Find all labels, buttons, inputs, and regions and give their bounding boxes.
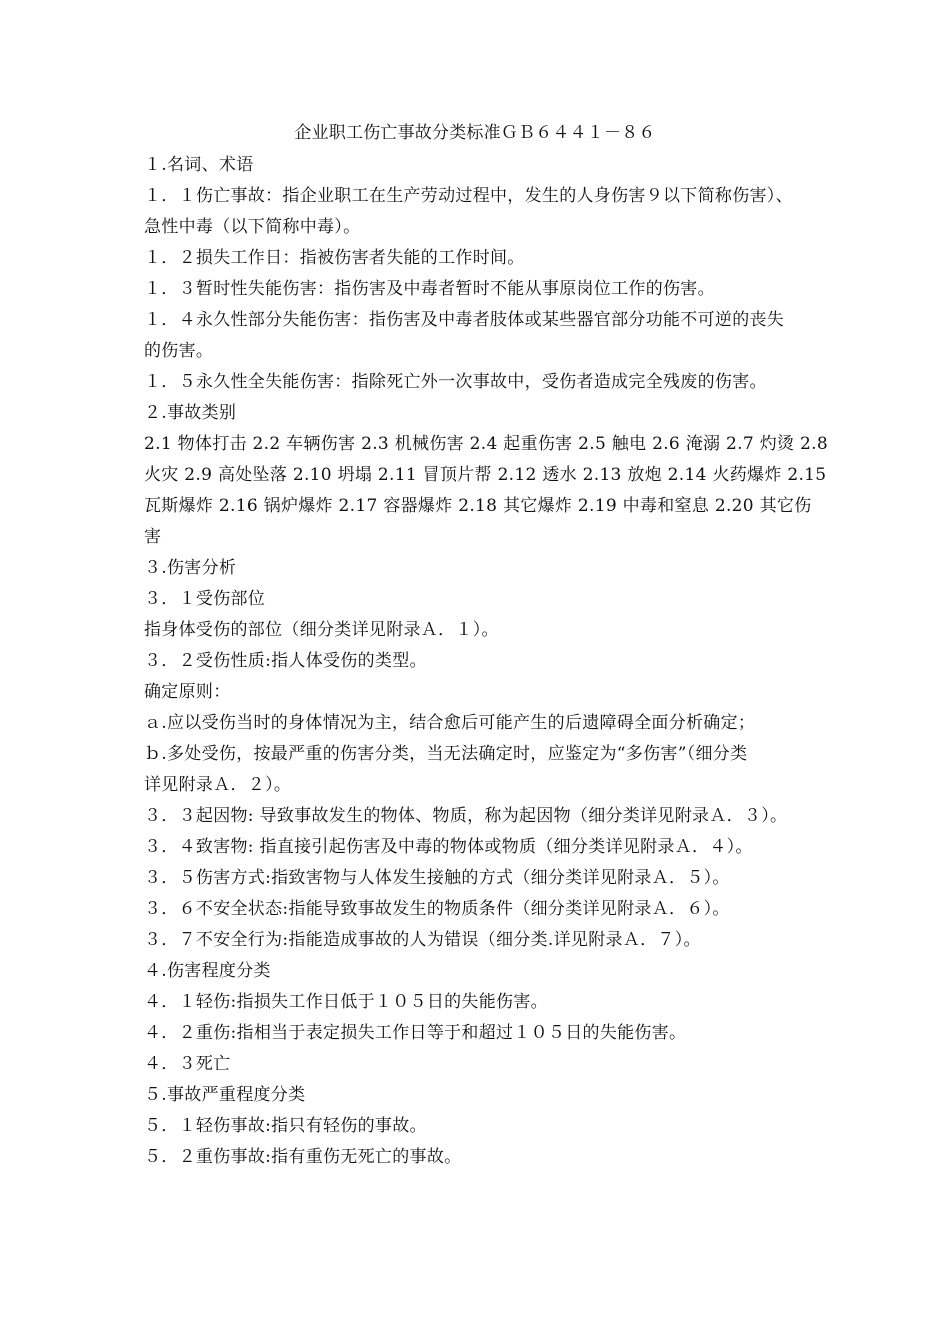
text-line: ３．７不安全行为:指能造成事故的人为错误（细分类.详见附录Ａ．７）。 — [144, 930, 701, 950]
document-body — [144, 150, 854, 1173]
text-line: ４.伤害程度分类 — [144, 961, 271, 981]
text-line: ３．６不安全状态:指能导致事故发生的物质条件（细分类详见附录Ａ．６）。 — [144, 899, 730, 919]
text-line: １．２损失工作日：指被伤害者失能的工作时间。 — [144, 248, 525, 268]
text-line: 急性中毒（以下简称中毒）。 — [144, 217, 361, 237]
text-line: ５.事故严重程度分类 — [144, 1085, 306, 1105]
text-line: 指身体受伤的部位（细分类详见附录Ａ．１）。 — [144, 620, 499, 640]
text-line: 详见附录Ａ．２）。 — [144, 775, 292, 795]
document-title: 企业职工伤亡事故分类标准ＧＢ６４４１－８６ — [294, 123, 656, 143]
text-line: ４．２重伤:指相当于表定损失工作日等于和超过１０５日的失能伤害。 — [144, 1023, 687, 1043]
text-line: １．５永久性全失能伤害：指除死亡外一次事故中，受伤者造成完全残废的伤害。 — [144, 372, 767, 392]
text-line: 害 — [144, 527, 162, 547]
text-line: １．３暂时性失能伤害：指伤害及中毒者暂时不能从事原岗位工作的伤害。 — [144, 279, 715, 299]
text-line: ３．５伤害方式:指致害物与人体发生接触的方式（细分类详见附录Ａ．５）。 — [144, 868, 730, 888]
text-line: ３．３起因物: 导致事故发生的物体、物质，称为起因物（细分类详见附录Ａ．３）。 — [144, 806, 788, 826]
text-line: ３．１受伤部位 — [144, 589, 266, 609]
text-line: 火灾 2.9 高处坠落 2.10 坍塌 2.11 冒顶片帮 2.12 透水 2.13 放炮 2.14 火药爆炸 2.15 — [144, 465, 827, 485]
text-line: ５．１轻伤事故:指只有轻伤的事故。 — [144, 1116, 427, 1136]
text-line: ３．２受伤性质:指人体受伤的类型。 — [144, 651, 427, 671]
text-line: 2.1 物体打击 2.2 车辆伤害 2.3 机械伤害 2.4 起重伤害 2.5 触电 2.6 淹溺 2.7 灼烫 2.8 — [144, 434, 828, 454]
text-line: ａ.应以受伤当时的身体情况为主，结合愈后可能产生的后遗障碍全面分析确定； — [144, 713, 756, 733]
text-line: 的伤害。 — [144, 341, 214, 361]
text-line: ３.伤害分析 — [144, 558, 237, 578]
text-line: ５．２重伤事故:指有重伤无死亡的事故。 — [144, 1147, 462, 1167]
text-line: ４．３死亡 — [144, 1054, 231, 1074]
text-line: ４．１轻伤:指损失工作日低于１０５日的失能伤害。 — [144, 992, 548, 1012]
text-line: 确定原则： — [144, 682, 231, 702]
text-line: ３．４致害物: 指直接引起伤害及中毒的物体或物质（细分类详见附录Ａ．４）。 — [144, 837, 753, 857]
text-line: ｂ.多处受伤，按最严重的伤害分类，当无法确定时，应鉴定为“多伤害”（细分类 — [144, 744, 748, 764]
text-line: １．１伤亡事故：指企业职工在生产劳动过程中，发生的人身伤害９以下简称伤害）、 — [144, 186, 793, 206]
text-line: 瓦斯爆炸 2.16 锅炉爆炸 2.17 容器爆炸 2.18 其它爆炸 2.19 中毒和窒息 2.20 其它伤 — [144, 496, 812, 516]
text-line: １．４永久性部分失能伤害：指伤害及中毒者肢体或某些器官部分功能不可逆的丧失 — [144, 310, 785, 330]
text-line: ２.事故类别 — [144, 403, 237, 423]
text-line: １.名词、术语 — [144, 155, 254, 175]
